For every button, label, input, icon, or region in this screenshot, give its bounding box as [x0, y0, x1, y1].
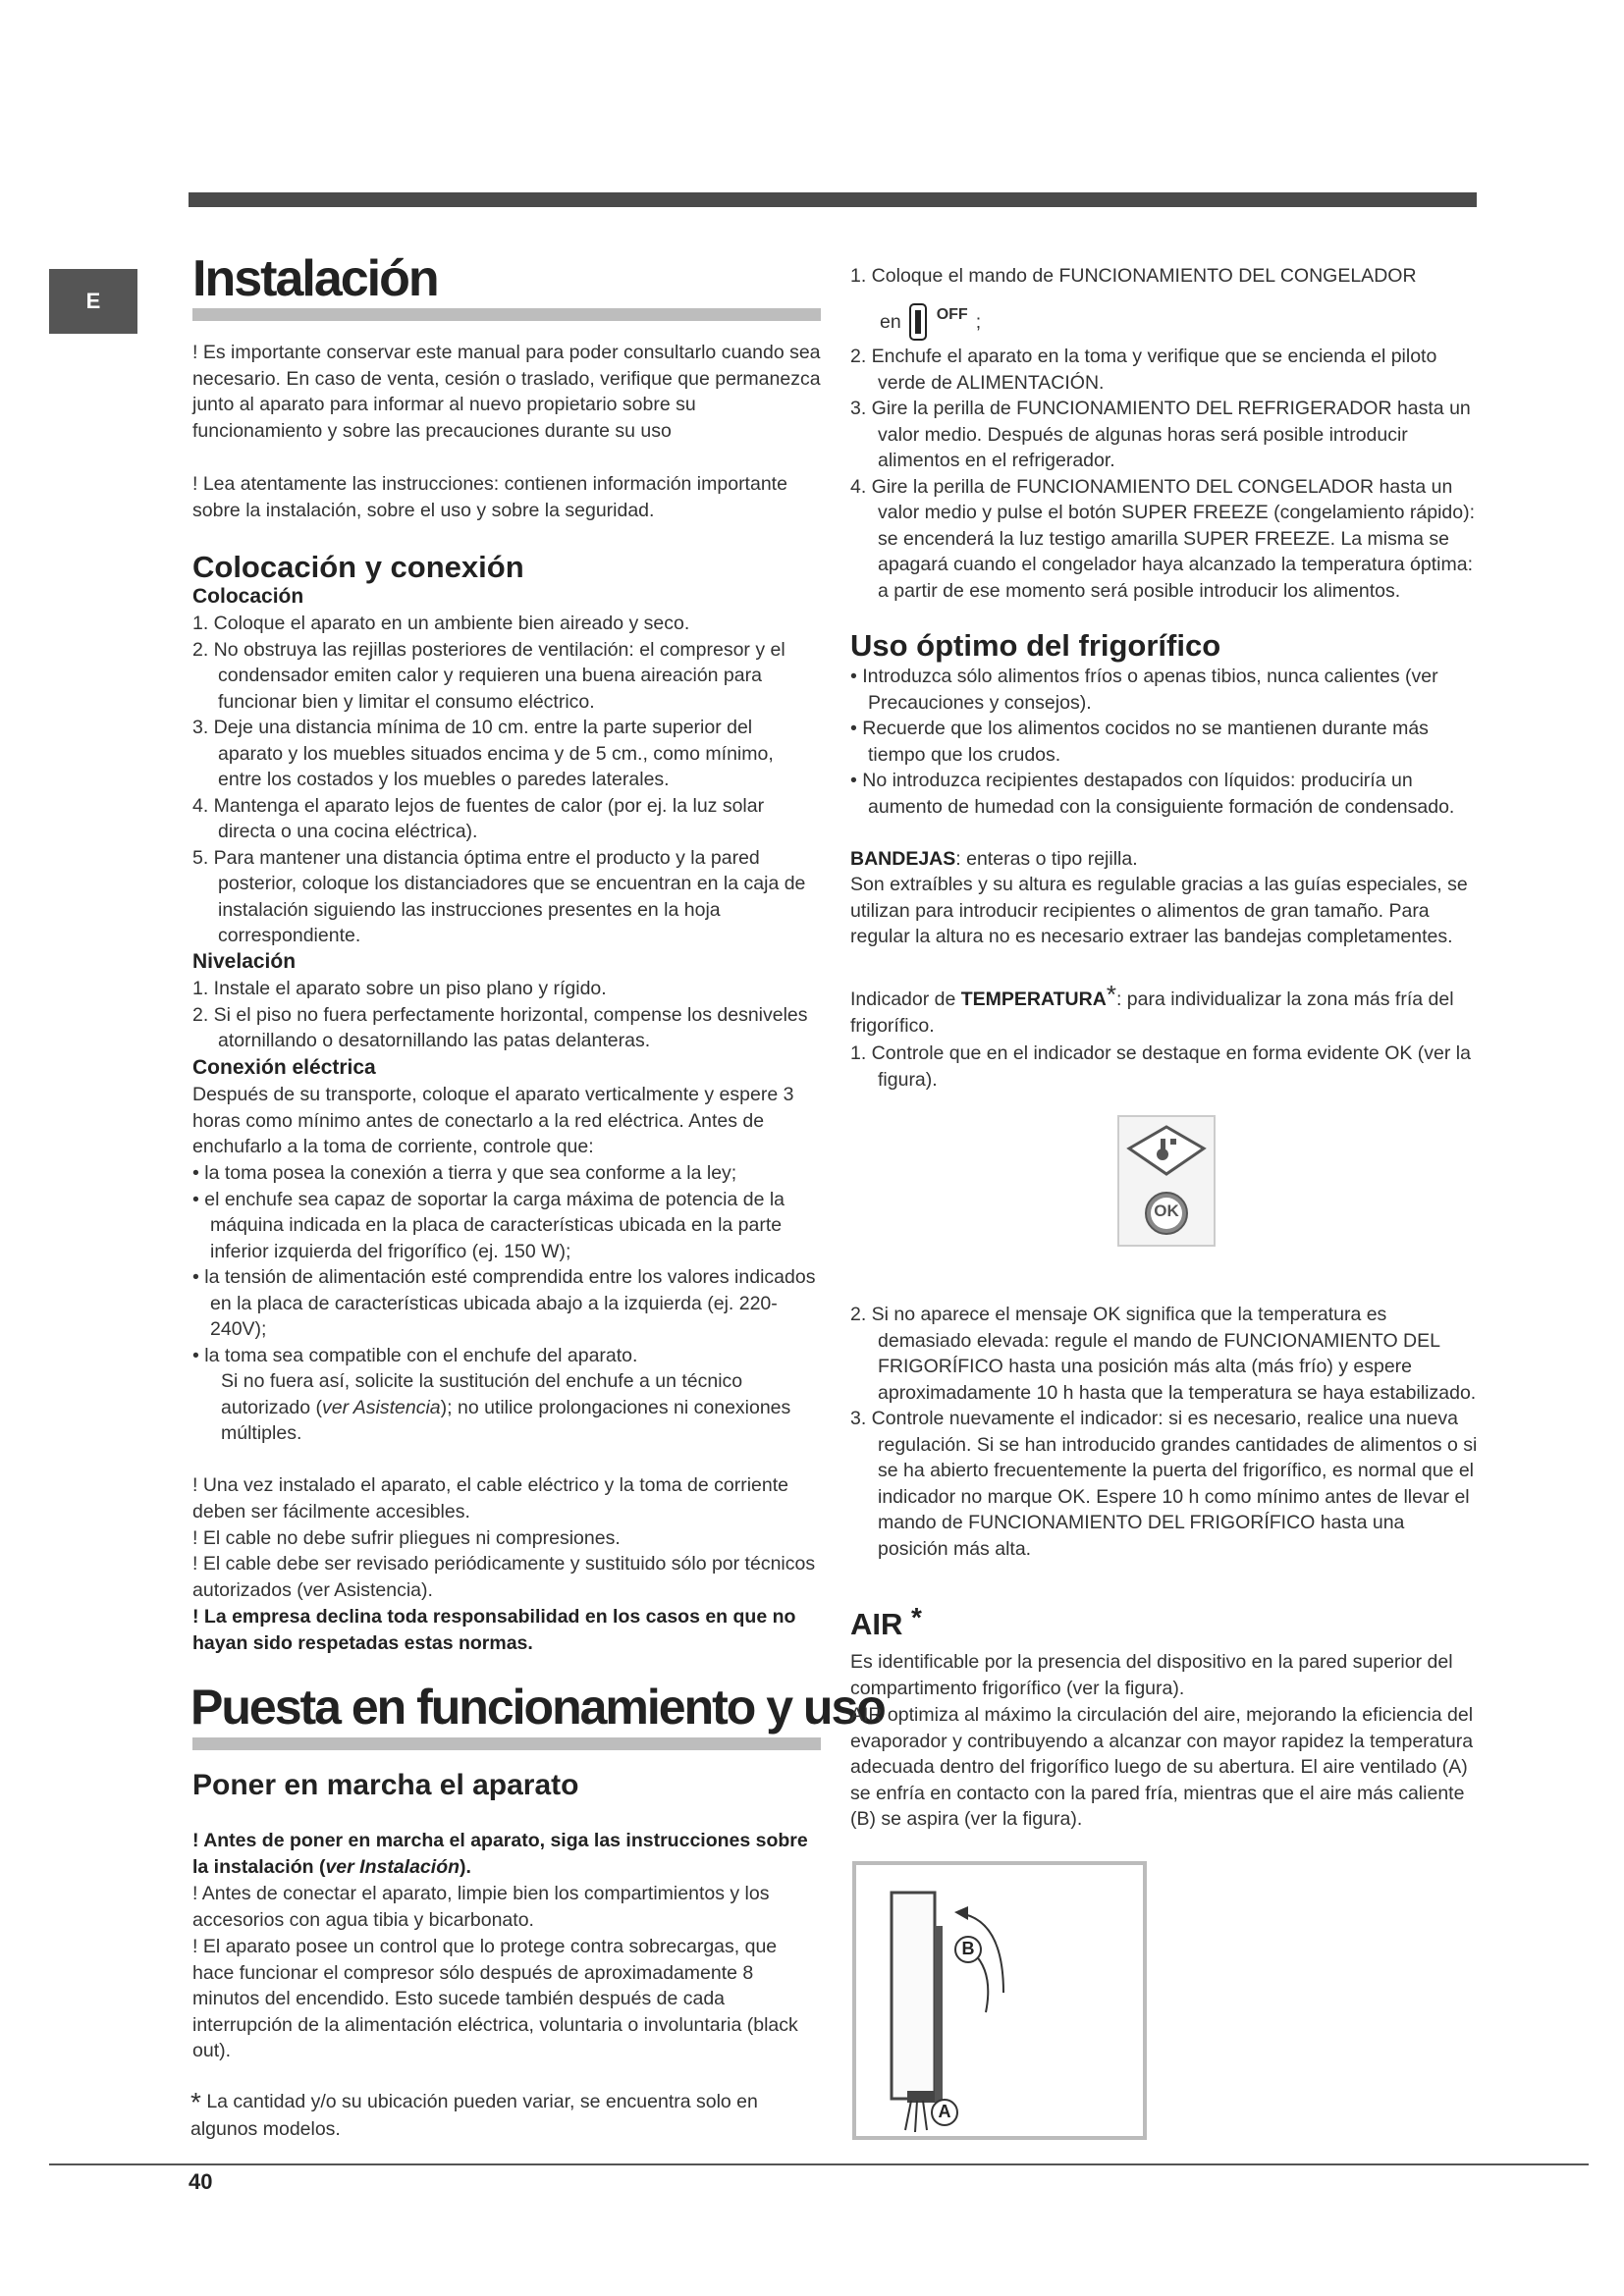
list-item: 4. Mantenga el aparato lejos de fuentes de calor (por ej. la luz solar directa o una cocina eléctrica).: [192, 794, 765, 842]
warning-bold: ! La empresa declina toda responsabilidad en los casos en que no hayan sido respetadas estas normas.: [192, 1606, 796, 1654]
list-item: 3. Gire la perilla de FUNCIONAMIENTO DEL REFRIGERADOR hasta un valor medio. Después de algunas horas será posible introducir alimentos en el refrigerador.: [850, 398, 1471, 471]
leveling-subtitle: Nivelación: [192, 950, 297, 973]
list-item: • la tensión de alimentación esté comprendida entre los valores indicados en la placa de características ubicada abajo a la izquierda (ej. 220-240V);: [192, 1266, 816, 1340]
start-para-1: ! Antes de conectar el aparato, limpie bien los compartimientos y los accesorios con agua tibia y bicarbonato.: [192, 1883, 770, 1931]
leveling-list: [192, 976, 821, 1054]
trays-label: BANDEJAS: [850, 848, 956, 870]
trays-line: [850, 846, 1479, 873]
warning-1: ! Una vez instalado el aparato, el cable eléctrico y la toma de corriente deben ser fácilmente accesibles.: [192, 1474, 788, 1522]
electric-intro: Después de su transporte, coloque el aparato verticalmente y espere 3 horas como mínimo antes de conectarlo a la red eléctrica. Antes de enchufarlo a la toma de corriente, controle que:: [192, 1084, 794, 1157]
operation-title-bar: [192, 1737, 821, 1750]
air-figure: [852, 1861, 1147, 2140]
air-title: [850, 1602, 922, 1642]
list-item: • la toma posea la conexión a tierra y que sea conforme a la ley;: [192, 1162, 737, 1184]
thermometer-icon: [1119, 1117, 1214, 1245]
list-item: 5. Para mantener una distancia óptima entre el producto y la pared posterior, coloque los distanciadores que se encuentran en la caja de instalación siguiendo las instrucciones presentes en la hoja correspondiente.: [192, 846, 806, 946]
knob-icon: [907, 302, 931, 342]
list-item: 2. No obstruya las rejillas posteriores de ventilación: el compresor y el condensador emiten calor y requieren una buena aireación para funcionar bien y limitar el consumo eléctrico.: [192, 638, 785, 713]
warning-2: ! El cable no debe sufrir pliegues ni compresiones.: [192, 1527, 621, 1549]
step-1-text: ;: [975, 310, 982, 333]
start-title: Poner en marcha el aparato: [192, 1769, 579, 1801]
step-1-text: en: [880, 310, 901, 333]
footnote-text: La cantidad y/o su ubicación pueden variar, se encuentra solo en algunos modelos.: [190, 2091, 758, 2140]
list-item: • No introduzca recipientes destapados con líquidos: produciría un aumento de humedad con la consiguiente formación de condensado.: [850, 770, 1455, 818]
list-item: 2. Si el piso no fuera perfectamente horizontal, compense los desniveles atornillando o desatornillando las patas delanteras.: [192, 1003, 808, 1051]
placement-list: [192, 611, 821, 949]
bottom-rule: [49, 2163, 1589, 2165]
air-para-1: Es identificable por la presencia del dispositivo en la pared superior del compartimento frigorífico (ver la figura).: [850, 1651, 1453, 1699]
temp-bold: TEMPERATURA: [960, 988, 1107, 1010]
operation-title: Puesta en funcionamiento y uso: [190, 1680, 885, 1735]
placement-title: Colocación y conexión: [192, 550, 524, 584]
air-flow-diagram: [856, 1865, 1143, 2136]
temp-step-1: 1. Controle que en el indicador se destaque en forma evidente OK (ver la figura).: [850, 1042, 1471, 1091]
step-1-cont: [880, 302, 1076, 342]
start-bold-warning: [192, 1828, 821, 1880]
temperature-line: [850, 982, 1479, 1039]
assistance-link[interactable]: ver Asistencia: [321, 1396, 441, 1418]
air-para-2: AIR optimiza al máximo la circulación del aire, mejorando la eficiencia del evaporador y contribuyendo a alcanzar con mayor rapidez la temperatura adecuada dentro del frigorífico luego de su abertura. El aire ventilado (A) se enfría en contacto con la pared fría, mientras que el aire más caliente (B) se aspira (ver la figura).: [850, 1704, 1474, 1830]
temp-text: : para individualizar la zona más fría del frigorífico.: [850, 988, 1454, 1037]
start-bold-text: ).: [460, 1855, 471, 1878]
language-tab: E: [49, 269, 137, 334]
off-label: OFF: [936, 305, 968, 323]
temp-text: Indicador de: [850, 988, 961, 1010]
installation-link[interactable]: ver Instalación: [325, 1855, 460, 1878]
optimal-bullets: [850, 664, 1479, 820]
electric-bullets: [192, 1160, 821, 1447]
footnote: [190, 2089, 819, 2142]
continuation-text: ); no utilice prolongaciones ni conexiones múltiples.: [221, 1396, 791, 1444]
installation-title-bar: [192, 308, 821, 321]
placement-subtitle: Colocación: [192, 585, 304, 608]
air-star: *: [911, 1602, 922, 1632]
list-item: 1. Coloque el aparato en un ambiente bien aireado y seco.: [192, 613, 690, 634]
page-number: 40: [189, 2169, 213, 2194]
list-item: 4. Gire la perilla de FUNCIONAMIENTO DEL CONGELADOR hasta un valor medio y pulse el botón SUPER FREEZE (congelamiento rápido): se encenderá la luz testigo amarilla SUPER FREEZE. La misma se apagará cuando el congelador haya alcanzado la temperatura óptima: a partir de ese momento será posible introducir los alimentos.: [850, 475, 1476, 602]
top-rule: [189, 192, 1477, 207]
start-para-2: ! El aparato posee un control que lo protege contra sobrecargas, que hace funcionar el compresor sólo después de aproximadamente 8 minutos del encendido. Esto sucede también después de cada interrupción de la alimentación eléctrica, voluntaria o involuntaria (black out).: [192, 1936, 798, 2061]
temp-star: *: [1106, 980, 1116, 1009]
temp-steps: [850, 1302, 1479, 1562]
footnote-star: *: [190, 2087, 201, 2117]
continuation-text: Si no fuera así, solicite la sustitución del enchufe a un técnico autorizado (: [221, 1370, 743, 1418]
list-item: 3. Deje una distancia mínima de 10 cm. entre la parte superior del aparato y los muebles situados encima y de 5 cm., como mínimo, entre los costados y los muebles o paredes laterales.: [192, 717, 774, 790]
ok-label: OK: [1154, 1201, 1179, 1220]
list-item: 1. Instale el aparato sobre un piso plano y rígido.: [192, 978, 607, 999]
intro-para-2: ! Lea atentamente las instrucciones: contienen información importante sobre la instalación, sobre el uso y sobre la seguridad.: [192, 473, 787, 521]
optimal-title: Uso óptimo del frigorífico: [850, 628, 1221, 663]
list-item: 2. Si no aparece el mensaje OK significa que la temperatura es demasiado elevada: regule el mando de FUNCIONAMIENTO DEL FRIGORÍFICO hasta una posición más alta (más frío) y espere aproximadamente 10 h hasta que la temperatura se haya estabilizado.: [850, 1304, 1477, 1404]
start-bold-text: ! Antes de poner en marcha el aparato, siga las instrucciones sobre la instalación (: [192, 1830, 808, 1878]
air-label-b: B: [961, 1939, 975, 1958]
steps-list: [850, 344, 1479, 604]
installation-title: Instalación: [192, 250, 438, 307]
bullet-continuation: [192, 1368, 821, 1447]
step-1: 1. Coloque el mando de FUNCIONAMIENTO DEL CONGELADOR: [850, 265, 1417, 287]
intro-para-1: ! Es importante conservar este manual para poder consultarlo cuando sea necesario. En caso de venta, cesión o traslado, verifique que permanezca junto al aparato para informar al nuevo propietario sobre su funcionamiento y sobre las precauciones durante su uso: [192, 342, 821, 442]
trays-text: : enteras o tipo rejilla.: [955, 848, 1138, 870]
trays-para: Son extraíbles y su altura es regulable gracias a las guías especiales, se utilizan para introducir recipientes o alimentos de gran tamaño. Para regular la altura no es necesario extraer las bandejas completamentes.: [850, 874, 1468, 947]
list-item: • la toma sea compatible con el enchufe del aparato.: [192, 1344, 638, 1366]
air-title-text: AIR: [850, 1607, 903, 1641]
list-item: • Introduzca sólo alimentos fríos o apenas tibios, nunca calientes (ver Precauciones y consejos).: [850, 666, 1438, 714]
list-item: • el enchufe sea capaz de soportar la carga máxima de potencia de la máquina indicada en la placa de características ubicada en la parte inferior izquierda del frigorífico (ej. 150 W);: [192, 1188, 785, 1262]
list-item: 2. Enchufe el aparato en la toma y verifique que se encienda el piloto verde de ALIMENTACIÓN.: [850, 346, 1437, 394]
electric-subtitle: Conexión eléctrica: [192, 1056, 376, 1079]
air-label-a: A: [938, 2102, 951, 2121]
list-item: 3. Controle nuevamente el indicador: si es necesario, realice una nueva regulación. Si se han introducido grandes cantidades de alimentos o si se ha abierto frecuentemente la puerta del frigorífico, es normal que el indicador no marque OK. Espere 10 h como mínimo antes de llevar el mando de FUNCIONAMIENTO DEL FRIGORÍFICO hasta una posición más alta.: [850, 1408, 1478, 1560]
list-item: • Recuerde que los alimentos cocidos no se mantienen durante más tiempo que los crudos.: [850, 718, 1429, 766]
warning-3: ! El cable debe ser revisado periódicamente y sustituido sólo por técnicos autorizados (ver Asistencia).: [192, 1553, 816, 1601]
temperature-indicator-figure: [1117, 1115, 1216, 1247]
